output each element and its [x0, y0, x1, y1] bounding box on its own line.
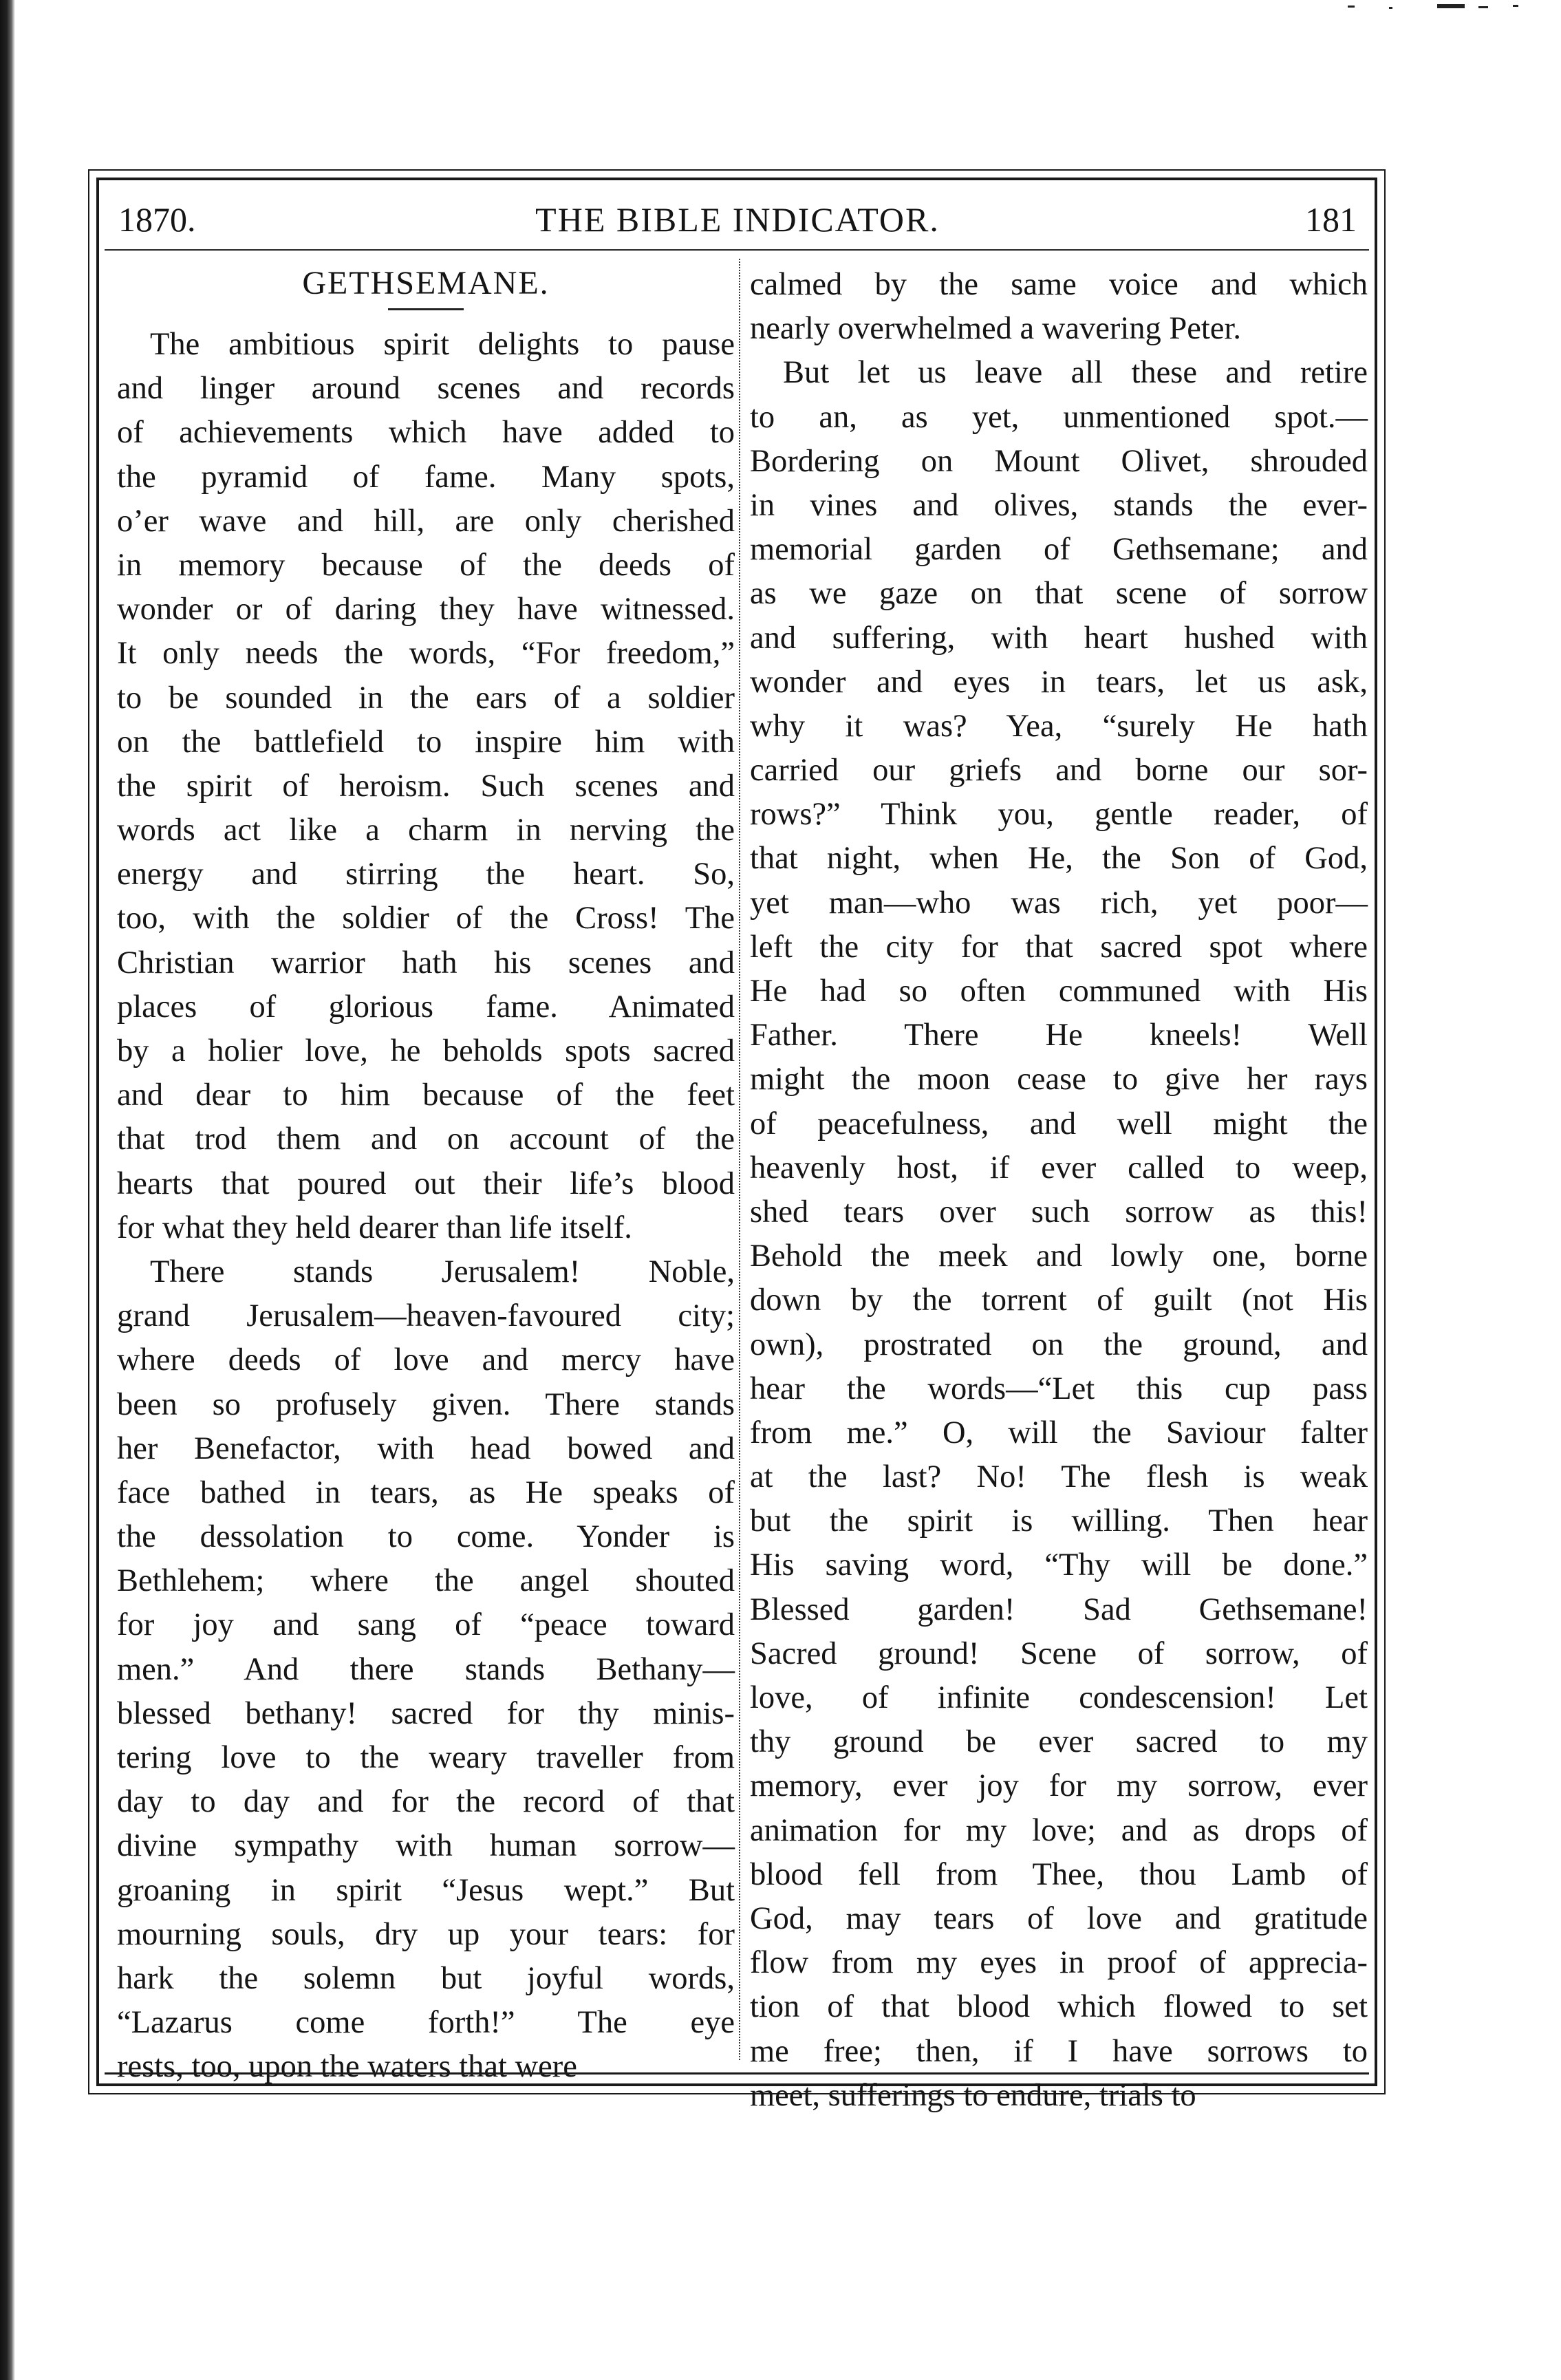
text-line: by a holier love, he beholds spots sacred [117, 1033, 735, 1069]
text-line: in memory because of the deeds of [117, 547, 735, 583]
text-line: meet, sufferings to endure, trials to [750, 2077, 1196, 2113]
text-line: shed tears over such sorrow as this! [750, 1194, 1368, 1230]
text-line: Bordering on Mount Olivet, shrouded [750, 443, 1368, 479]
text-line: wonder and eyes in tears, let us ask, [750, 664, 1368, 700]
header-rule [105, 249, 1369, 254]
text-line: rows?” Think you, gentle reader, of [750, 797, 1368, 833]
text-line: words act like a charm in nerving the [117, 813, 735, 848]
text-line: The ambitious spirit delights to pause [150, 327, 735, 362]
text-line: where deeds of love and mercy have [117, 1342, 735, 1378]
text-line: Blessed garden! Sad Gethsemane! [750, 1591, 1368, 1627]
text-line: memory, ever joy for my sorrow, ever [750, 1768, 1368, 1804]
text-line: and dear to him because of the feet [117, 1078, 735, 1113]
running-header [118, 195, 1357, 244]
text-line: might the moon cease to give her rays [750, 1062, 1368, 1097]
text-line: of peacefulness, and well might the [750, 1106, 1368, 1141]
text-line: Father. There He kneels! Well [750, 1018, 1368, 1053]
text-line: and suffering, with heart hushed with [750, 620, 1368, 656]
text-line: Behold the meek and lowly one, borne [750, 1239, 1368, 1274]
header-publication-title: THE BIBLE INDICATOR. [535, 200, 940, 239]
text-line: the spirit of heroism. Such scenes and [117, 768, 735, 804]
text-line: hark the solemn but joyful words, [117, 1960, 735, 1996]
text-line: too, with the soldier of the Cross! The [117, 901, 735, 936]
bottom-rule [105, 2072, 1369, 2075]
text-line: mourning souls, dry up your tears: for [117, 1916, 735, 1952]
text-line: down by the torrent of guilt (not His [750, 1283, 1368, 1318]
left-column [117, 263, 735, 2090]
text-line: for joy and sang of “peace toward [117, 1607, 735, 1643]
text-line: blood fell from Thee, thou Lamb of [750, 1856, 1368, 1892]
text-line: that night, when He, the Son of God, [750, 841, 1368, 877]
text-line: from me.” O, will the Saviour falter [750, 1415, 1368, 1450]
right-column [750, 263, 1368, 2118]
text-line: His saving word, “Thy will be done.” [750, 1547, 1368, 1583]
text-line: But let us leave all these and retire [783, 355, 1368, 391]
text-line: face bathed in tears, as He speaks of [117, 1475, 735, 1510]
text-line: o’er wave and hill, are only cherished [117, 503, 735, 539]
text-line: rests, too, upon the waters that were [117, 2049, 577, 2085]
text-line: calmed by the same voice and which [750, 267, 1368, 302]
header-page-number: 181 [1305, 200, 1357, 239]
text-line: yet man—who was rich, yet poor— [750, 885, 1368, 921]
text-line: It only needs the words, “For freedom,” [117, 636, 735, 672]
text-line: day to day and for the record of that [117, 1784, 735, 1820]
page-binding-edge [0, 0, 15, 2380]
article-title: GETHSEMANE. [302, 265, 550, 301]
text-line: animation for my love; and as drops of [750, 1812, 1368, 1848]
text-line: the dessolation to come. Yonder is [117, 1519, 735, 1555]
text-line: hearts that poured out their life’s blood [117, 1166, 735, 1201]
text-line: Sacred ground! Scene of sorrow, of [750, 1636, 1368, 1671]
text-line: Bethlehem; where the angel shouted [117, 1563, 735, 1599]
text-line: groaning in spirit “Jesus wept.” But [117, 1872, 735, 1908]
scan-specks [1334, 0, 1561, 21]
text-line: to an, as yet, unmentioned spot.— [750, 399, 1368, 435]
text-line: for what they held dearer than life itself. [117, 1210, 632, 1245]
text-line: at the last? No! The flesh is weak [750, 1459, 1368, 1495]
text-line: why it was? Yea, “surely He hath [750, 708, 1368, 744]
text-line: carried our griefs and borne our sor- [750, 753, 1368, 789]
title-rule [388, 308, 464, 310]
text-line: God, may tears of love and gratitude [750, 1900, 1368, 1936]
text-line: places of glorious fame. Animated [117, 989, 735, 1025]
text-line: as we gaze on that scene of sorrow [750, 576, 1368, 612]
text-line: grand Jerusalem—heaven-favoured city; [117, 1298, 735, 1334]
header-year: 1870. [118, 200, 196, 239]
text-line: divine sympathy with human sorrow— [117, 1828, 735, 1864]
text-line: thy ground be ever sacred to my [750, 1724, 1368, 1760]
text-line: but the spirit is willing. Then hear [750, 1503, 1368, 1539]
text-line: to be sounded in the ears of a soldier [117, 680, 735, 716]
text-line: of achievements which have added to [117, 415, 735, 451]
right-column-text [750, 263, 1368, 2118]
text-line: tering love to the weary traveller from [117, 1740, 735, 1775]
text-line: the pyramid of fame. Many spots, [117, 459, 735, 495]
text-line: in vines and olives, stands the ever- [750, 487, 1368, 523]
text-line: been so profusely given. There stands [117, 1386, 735, 1422]
text-line: hear the words—“Let this cup pass [750, 1371, 1368, 1406]
text-line: me free; then, if I have sorrows to [750, 2033, 1368, 2069]
text-line: on the battlefield to inspire him with [117, 724, 735, 760]
text-line: that trod them and on account of the [117, 1122, 735, 1157]
column-divider [739, 259, 740, 2060]
text-line: left the city for that sacred spot where [750, 929, 1368, 965]
text-line: nearly overwhelmed a wavering Peter. [750, 311, 1242, 347]
text-line: tion of that blood which flowed to set [750, 1989, 1368, 2025]
text-line: heavenly host, if ever called to weep, [750, 1150, 1368, 1186]
text-line: flow from my eyes in proof of apprecia- [750, 1945, 1368, 1981]
text-line: There stands Jerusalem! Noble, [150, 1254, 735, 1289]
text-line: “Lazarus come forth!” The eye [117, 2005, 735, 2041]
text-line: He had so often communed with His [750, 974, 1368, 1009]
text-line: blessed bethany! sacred for thy minis- [117, 1695, 735, 1731]
left-column-text [117, 323, 735, 2090]
text-line: her Benefactor, with head bowed and [117, 1430, 735, 1466]
text-line: energy and stirring the heart. So, [117, 857, 735, 892]
text-line: and linger around scenes and records [117, 371, 735, 407]
text-line: men.” And there stands Bethany— [117, 1651, 735, 1687]
text-line: Christian warrior hath his scenes and [117, 945, 735, 980]
text-line: memorial garden of Gethsemane; and [750, 532, 1368, 568]
text-line: wonder or of daring they have witnessed. [117, 592, 735, 628]
text-line: love, of infinite condescension! Let [750, 1680, 1368, 1715]
text-line: own), prostrated on the ground, and [750, 1327, 1368, 1362]
